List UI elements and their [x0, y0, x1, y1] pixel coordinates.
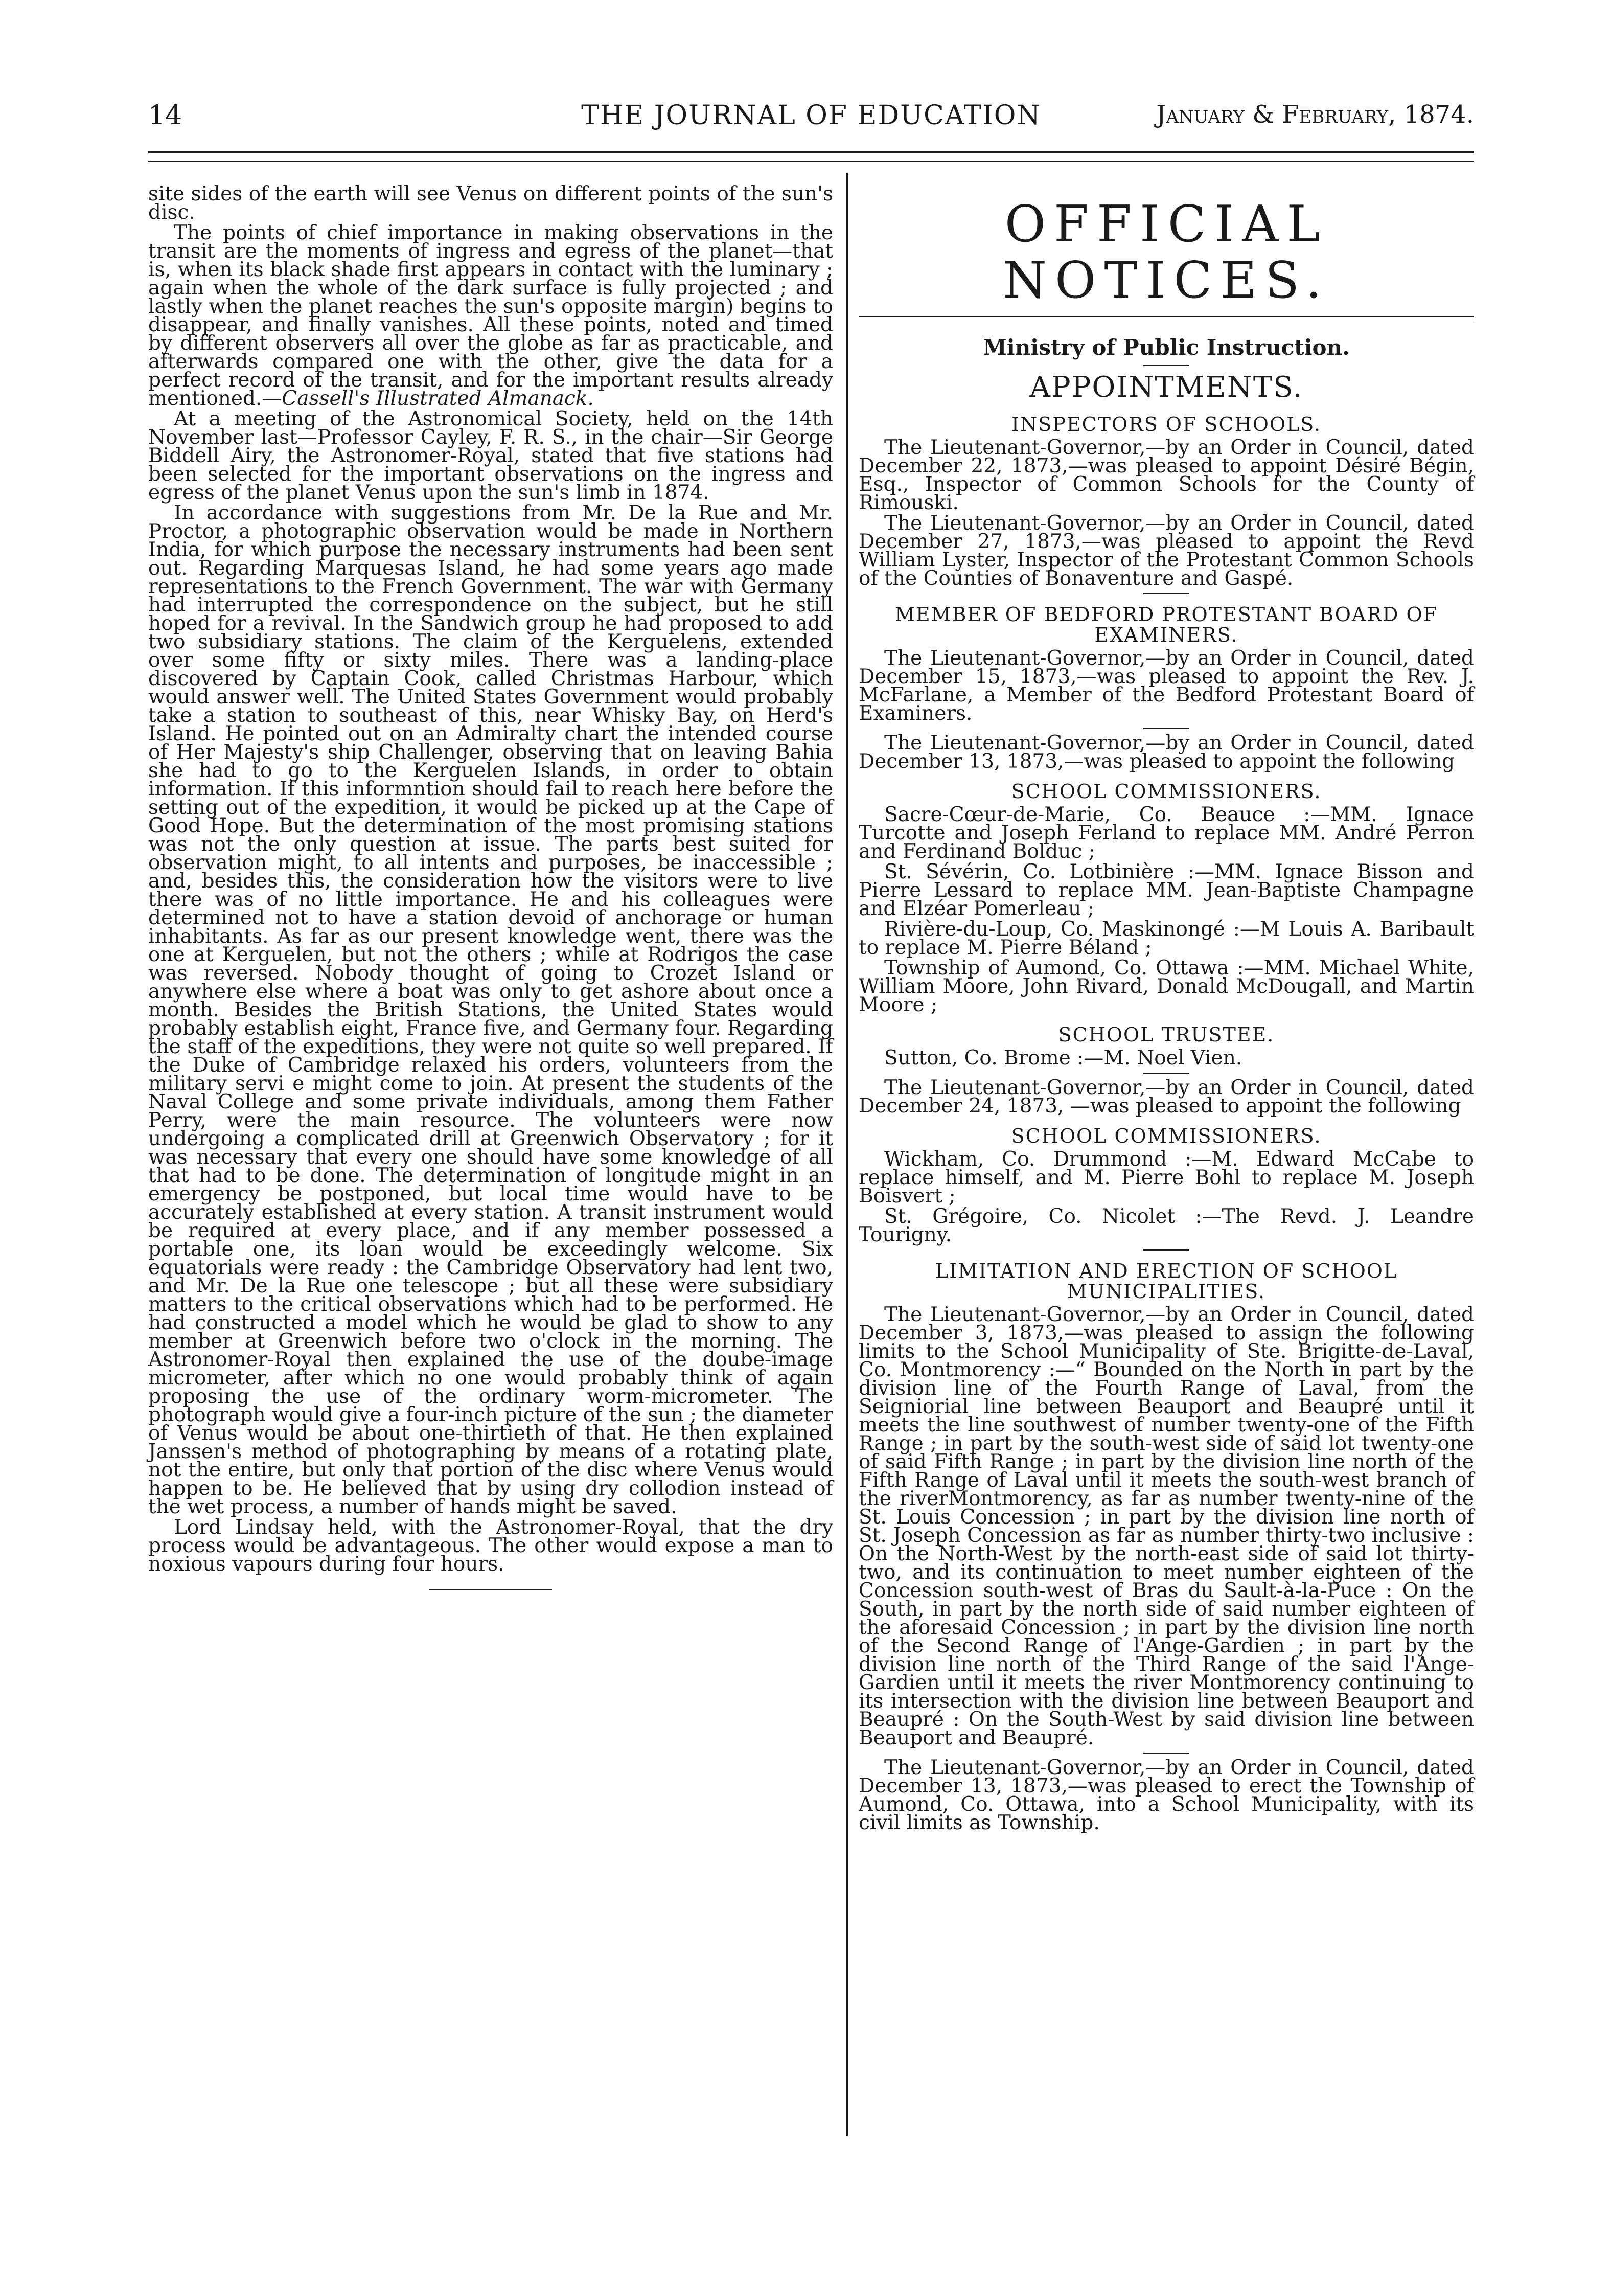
bedford-heading: MEMBER OF BEDFORD PROTESTANT BOARD OF EXAMINERS.: [894, 603, 1438, 646]
article-paragraph: In accordance with suggestions from Mr. De la Rue and Mr. Proctor, a photographic observation would be made in Northern India, for which purpose the necessary instruments had been sent out. Regarding Marquesas Island, he had some years ago made representations to the French Government. The war with Germany had interrupted the correspondence on the subject, but he still hoped for a revival. In the Sandwich group he had proposed to add two subsidiary stations. The claim of the Kerguelens, extended over some fifty or sixty miles. There was a landing-place discovered by Captain Cook, called Christmas Harbour, which would answer well. The United States Government would probably take a station to southeast of this, near Whisky Bay, on Herd's Island. He pointed out on an Admiralty chart the intended course of Her Majesty's ship Challenger, observing that on leaving Bahia she had to go to the Kerguelen Islands, in order to obtain information. If this informntion should fail to reach here before the setting out of the expedition, it would be picked up at the Cape of Good Hope. But the determination of the most promising stations was not the only question at issue. The parts best suited for observation might, to all intents and purposes, be inaccessible ; and, besides this, the consideration how the visitors were to live there was of no little importance. He and his colleagues were determined not to have a station devoid of anchorage or human inhabitants. As far as our present knowledge went, there was the one at Kerguelen, but not the others ; while at Rodrigos the case was reversed. Nobody thought of going to Crozet Island or anywhere else where a boat was only to get ashore about once a month. Besides the British Stations, the United States would probably establish eight, France five, and Germany four. Regarding the staff of the expeditions, they were not quite so well prepared. If the Duke of Cambridge relaxed his orders, volunteers from the military servi e might come to join. At present the students of the Naval College and some private individuals, among them Father Perry, were the main resource. The volunteers were now undergoing a complicated drill at Greenwich Observatory ; for it was necessary that every one should have some knowledge of all that had to be done. The determination of longitude might in an emergency be postponed, but local time would have to be accurately established at every station. A transit instrument would be required at every place, and if any member possessed a portable one, its loan would be exceedingly welcome. Six equatorials were ready : the Cambridge Observatory had lent two, and Mr. De la Rue one telescope ; but all these were subsidiary matters to the critical observations which had to be performed. He had constructed a model which he would be glad to show to any member at Greenwich before two o'clock in the morning. The Astronomer-Royal then explained the use of the doube-image micrometer, after which no one would probably think of again proposing the use of the ordinary worm-micrometer. The photograph would give a four-inch picture of the sun ; the diameter of Venus would be about one-thirtieth of that. He then explained Janssen's method of photographing by means of a rotating plate, not the entire, but only that portion of the disc where Venus would happen to be. He believed that by using dry collodion instead of the wet process, a number of hands might be saved.: [148, 502, 833, 1518]
notice-paragraph: St. Grégoire, Co. Nicolet :—The Revd. J. Leandre Tourigny.: [859, 1205, 1474, 1246]
notice-paragraph: Wickham, Co. Drummond :—M. Edward McCabe to replace himself, and M. Pierre Bohl to replace M. Joseph Boisvert ;: [859, 1148, 1474, 1208]
notice-paragraph: The Lieutenant-Governor,—by an Order in Council, dated December 15, 1873,—was pleased to appoint the Rev. J. McFarlane, a Member of the Bedford Protestant Board of Examiners.: [859, 647, 1474, 725]
page-number: 14: [148, 100, 182, 131]
notice-paragraph: The Lieutenant-Governor,—by an Order in Council, dated December 13, 1873,—was pleased to appoint the following: [859, 732, 1474, 773]
notice-paragraph: Township of Aumond, Co. Ottawa :—MM. Michael White, William Moore, John Rivard, Donald McDougall, and Martin Moore ;: [859, 957, 1474, 1016]
source-citation: Cassell's Illustrated Almanack.: [282, 387, 594, 410]
article-paragraph: site sides of the earth will see Venus on different points of the sun's disc.: [148, 183, 833, 224]
inspectors-heading: INSPECTORS OF SCHOOLS.: [1011, 413, 1322, 436]
column-divider: [846, 173, 848, 2136]
notice-paragraph: The Lieutenant-Governor,—by an Order in Council, dated December 3, 1873,—was pleased to assign the following limits to the School Municipality of Ste. Brigitte-de-Laval, Co. Montmorency :—“ Bounded on the North in part by the division line of the Fourth Range of Laval, from the Seigniorial line between Beauport and Beaupré until it meets the line southwest of number twenty-one of the Fifth Range ; in part by the south-west side of said lot twenty-one of said Fifth Range ; in part by the division line north of the Fifth Range of Laval until it meets the south-west branch of the riverMontmorency, as far as number twenty-nine of the St. Louis Concession ; in part by the division line north of St. Joseph Concession as far as number thirty-two inclusive : On the North-West by the north-east side of said lot thirty-two, and its continuation to meet number eighteen of the Concession south-west of Bras du Sault-à-la-Puce : On the South, in part by the north side of said number eighteen of the aforesaid Concession ; in part by the division line north of the Second Range of l'Ange-Gardien ; in part by the division line north of the Third Range of the said l'Ange-Gardien until it meets the river Montmorency continuing to its intersection with the division line between Beauport and Beaupré : On the South-West by said division line between Beauport and Beaupré.: [859, 1303, 1474, 1749]
official-notices-title: OFFICIAL NOTICES.: [1003, 195, 1330, 310]
separator-rule: [1143, 593, 1189, 594]
journal-title: THE JOURNAL OF EDUCATION: [581, 100, 1041, 131]
notice-paragraph: Rivière-du-Loup, Co. Maskinongé :—M Louis A. Baribault to replace M. Pierre Béland ;: [859, 918, 1474, 959]
commissioners-heading: SCHOOL COMMISSIONERS.: [1011, 780, 1322, 803]
notice-paragraph: St. Sévérin, Co. Lotbinière :—MM. Ignace Bisson and Pierre Lessard to replace MM. Jean-Baptiste Champagne and Elzéar Pomerleau ;: [859, 860, 1474, 920]
issue-date: January & February, 1874.: [1156, 100, 1474, 129]
separator-rule: [1143, 728, 1189, 729]
notice-paragraph: The Lieutenant-Governor,—by an Order in Council, dated December 24, 1873, —was pleased to appoint the following: [859, 1076, 1474, 1118]
commissioners-heading: SCHOOL COMMISSIONERS.: [1011, 1125, 1322, 1147]
header-rule: [148, 151, 1474, 153]
article-paragraph: The points of chief importance in making observations in the transit are the moments of ingress and egress of the planet—that is, when its black shade first appears in contact with the luminary ; again when the whole of the dark surface is fully projected ; and lastly when the planet reaches the sun's opposite margin) begins to disappear, and finally vanishes. All these points, noted and timed by different observers all over the globe as far as practicable, and afterwards compared one with the other, give the data for a perfect record of the transit, and for the important results already mentioned.—Cassell's Illustrated Almanack.: [148, 221, 833, 410]
article-paragraph: At a meeting of the Astronomical Society, held on the 14th November last—Professor Cayley, F. R. S., in the chair—Sir George Biddell Airy, the Astronomer-Royal, stated that five stations had been selected for the important observations on the ingress and egress of the planet Venus upon the sun's limb in 1874.: [148, 407, 833, 504]
appointments-heading: APPOINTMENTS.: [1029, 371, 1303, 404]
notice-paragraph: Sutton, Co. Brome :—M. Noel Vien.: [884, 1047, 1242, 1070]
trustee-heading: SCHOOL TRUSTEE.: [1058, 1024, 1275, 1046]
end-rule: [429, 1589, 552, 1590]
separator-rule: [1143, 1249, 1189, 1251]
limitation-heading: LIMITATION AND ERECTION OF SCHOOL MUNICIPALITIES.: [935, 1260, 1398, 1303]
separator-rule: [1143, 1753, 1189, 1754]
article-paragraph: Lord Lindsay held, with the Astronomer-Royal, that the dry process would be advantageous. The other would expose a man to noxious vapours during four hours.: [148, 1516, 833, 1576]
title-rule: [859, 316, 1474, 320]
notice-paragraph: The Lieutenant-Governor,—by an Order in Council, dated December 27, 1873,—was pleased to appoint the Revd William Lyster, Inspector of the Protestant Common Schools of the Counties of Bonaventure and Gaspé.: [859, 512, 1474, 590]
ministry-heading: Ministry of Public Instruction.: [983, 335, 1350, 360]
separator-rule: [1143, 1073, 1189, 1074]
left-column: [148, 185, 833, 1590]
header-rule-thin: [148, 161, 1474, 162]
right-column: [859, 185, 1474, 1834]
page-header: [148, 100, 1474, 141]
separator-rule: [1143, 365, 1189, 366]
notice-paragraph: The Lieutenant-Governor,—by an Order in Council, dated December 22, 1873,—was pleased to appoint Désiré Bégin, Esq., Inspector of Common Schools for the County of Rimouski.: [859, 436, 1474, 514]
notice-paragraph: The Lieutenant-Governor,—by an Order in Council, dated December 13, 1873,—was pleased to erect the Township of Aumond, Co. Ottawa, into a School Municipality, with its civil limits as Township.: [859, 1756, 1474, 1834]
notice-paragraph: Sacre-Cœur-de-Marie, Co. Beauce :—MM. Ignace Turcotte and Joseph Ferland to replace MM. André Perron and Ferdinand Bolduc ;: [859, 803, 1474, 863]
